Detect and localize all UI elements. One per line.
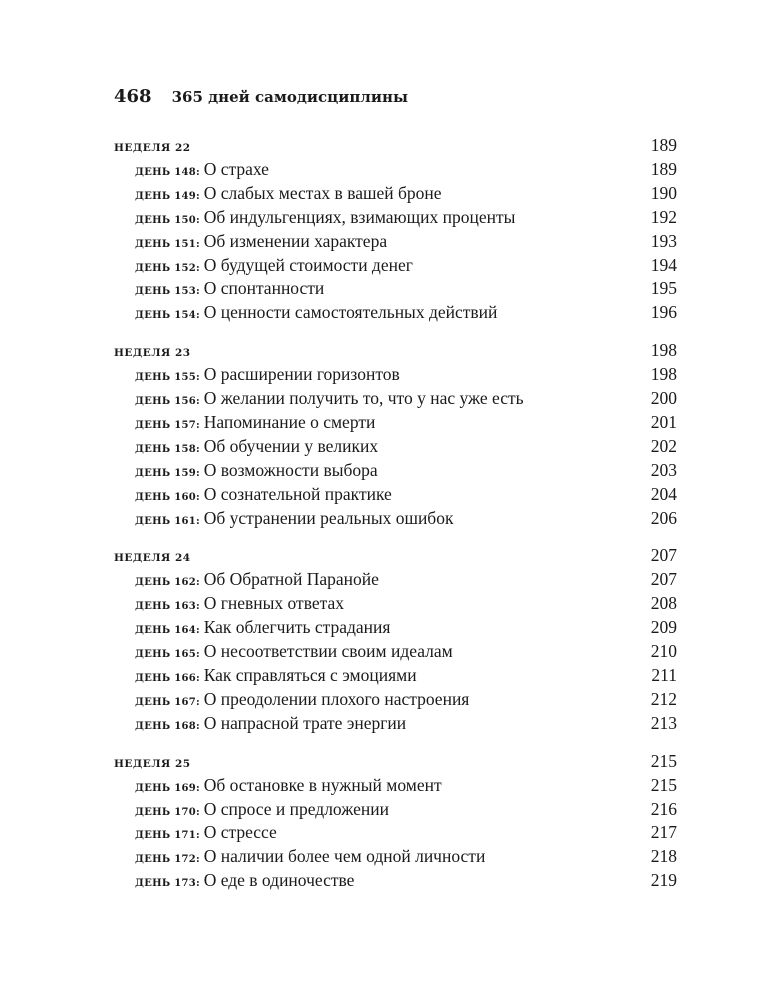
day-page-number: 217 bbox=[650, 822, 677, 843]
day-separator: : bbox=[195, 443, 200, 455]
day-label: ДЕНЬ 152 bbox=[135, 262, 196, 274]
toc-entry[interactable] bbox=[114, 592, 677, 616]
day-title: О еде в одиночестве bbox=[203, 870, 355, 891]
day-page-number: 196 bbox=[650, 302, 677, 323]
toc-entry-text bbox=[135, 568, 379, 595]
day-page-number: 215 bbox=[650, 774, 677, 795]
toc-entry[interactable] bbox=[114, 206, 677, 230]
toc-entry[interactable] bbox=[114, 712, 677, 736]
day-separator: : bbox=[195, 720, 200, 732]
day-title: О преодолении плохого настроения bbox=[203, 688, 470, 709]
day-label: ДЕНЬ 155 bbox=[135, 372, 196, 384]
toc-entry-text bbox=[135, 798, 389, 825]
day-label: ДЕНЬ 157 bbox=[135, 420, 196, 432]
week-heading-row[interactable] bbox=[114, 542, 677, 568]
day-separator: : bbox=[195, 577, 200, 589]
day-separator: : bbox=[195, 262, 200, 274]
toc-entry-text bbox=[135, 182, 442, 209]
day-separator: : bbox=[195, 467, 200, 479]
day-label: ДЕНЬ 154 bbox=[135, 310, 196, 322]
toc-entry-text bbox=[135, 664, 417, 691]
toc-entry[interactable] bbox=[114, 616, 677, 640]
day-title: Как облегчить страдания bbox=[203, 617, 391, 638]
day-label: ДЕНЬ 153 bbox=[135, 286, 196, 298]
toc-entry[interactable] bbox=[114, 845, 677, 869]
toc-entry[interactable] bbox=[114, 798, 677, 822]
week-label: НЕДЕЛЯ 25 bbox=[114, 757, 191, 770]
day-separator: : bbox=[195, 286, 200, 298]
day-title: О спонтанности bbox=[203, 278, 325, 299]
day-title: О спросе и предложении bbox=[203, 798, 389, 819]
week-section bbox=[114, 337, 677, 530]
toc-entry-text bbox=[135, 640, 453, 667]
day-page-number: 219 bbox=[650, 870, 677, 891]
table-of-contents bbox=[114, 132, 677, 905]
week-page-number: 198 bbox=[650, 340, 677, 361]
day-title: Об индульгенциях, взимающих проценты bbox=[203, 206, 516, 227]
day-separator: : bbox=[195, 190, 200, 202]
toc-entry[interactable] bbox=[114, 182, 677, 206]
toc-entry[interactable] bbox=[114, 230, 677, 254]
day-page-number: 210 bbox=[650, 641, 677, 662]
day-page-number: 190 bbox=[650, 182, 677, 203]
day-title: О ценности самостоятельных действий bbox=[203, 302, 498, 323]
toc-entry-text bbox=[135, 869, 354, 896]
toc-entry-text bbox=[135, 712, 406, 739]
day-title: О наличии более чем одной личности bbox=[203, 846, 486, 867]
day-page-number: 193 bbox=[650, 230, 677, 251]
day-title: Как справляться с эмоциями bbox=[203, 665, 417, 686]
day-label: ДЕНЬ 166 bbox=[135, 673, 196, 685]
day-separator: : bbox=[195, 396, 200, 408]
day-label: ДЕНЬ 165 bbox=[135, 649, 196, 661]
day-label: ДЕНЬ 164 bbox=[135, 625, 196, 637]
week-label: НЕДЕЛЯ 22 bbox=[114, 142, 191, 154]
day-label: ДЕНЬ 162 bbox=[135, 577, 196, 589]
toc-entry[interactable] bbox=[114, 507, 677, 531]
day-page-number: 192 bbox=[650, 206, 677, 227]
day-page-number: 212 bbox=[650, 688, 677, 709]
day-label: ДЕНЬ 173 bbox=[135, 878, 196, 890]
day-title: О сознательной практике bbox=[203, 483, 392, 504]
toc-entry-text bbox=[135, 254, 413, 281]
week-heading-row[interactable] bbox=[114, 337, 677, 363]
day-label: ДЕНЬ 149 bbox=[135, 190, 196, 202]
toc-entry[interactable] bbox=[114, 688, 677, 712]
toc-entry-text bbox=[135, 158, 269, 185]
toc-entry-text bbox=[135, 277, 324, 304]
day-page-number: 194 bbox=[650, 254, 677, 275]
day-title: Об устранении реальных ошибок bbox=[203, 507, 454, 528]
toc-entry[interactable] bbox=[114, 640, 677, 664]
day-separator: : bbox=[195, 830, 200, 842]
day-separator: : bbox=[195, 214, 200, 226]
day-separator: : bbox=[195, 167, 200, 178]
page-number: 468 bbox=[114, 86, 152, 107]
day-label: ДЕНЬ 170 bbox=[135, 806, 196, 818]
week-heading-row[interactable] bbox=[114, 748, 677, 774]
toc-entry[interactable] bbox=[114, 411, 677, 435]
toc-entry[interactable] bbox=[114, 483, 677, 507]
week-section bbox=[114, 542, 677, 735]
day-separator: : bbox=[195, 601, 200, 613]
day-label: ДЕНЬ 148 bbox=[135, 167, 196, 178]
toc-entry-text bbox=[135, 821, 277, 848]
toc-entry-text bbox=[135, 435, 378, 462]
toc-entry-text bbox=[135, 507, 453, 534]
day-title: О расширении горизонтов bbox=[203, 364, 400, 385]
day-page-number: 213 bbox=[650, 712, 677, 733]
week-section bbox=[114, 132, 677, 325]
toc-entry[interactable] bbox=[114, 568, 677, 592]
day-separator: : bbox=[195, 515, 200, 527]
day-title: О несоответствии своим идеалам bbox=[203, 641, 453, 662]
day-title: О напрасной трате энергии bbox=[203, 712, 407, 733]
day-page-number: 206 bbox=[650, 507, 677, 528]
day-title: О гневных ответах bbox=[203, 593, 344, 614]
day-separator: : bbox=[195, 420, 200, 432]
day-page-number: 201 bbox=[650, 412, 677, 433]
day-label: ДЕНЬ 159 bbox=[135, 467, 196, 479]
day-page-number: 203 bbox=[650, 459, 677, 480]
toc-entry[interactable] bbox=[114, 664, 677, 688]
day-title: Об остановке в нужный момент bbox=[203, 774, 442, 795]
day-title: О слабых местах в вашей броне bbox=[203, 182, 442, 203]
day-title: О страхе bbox=[203, 159, 269, 179]
day-page-number: 218 bbox=[650, 846, 677, 867]
day-page-number: 208 bbox=[650, 593, 677, 614]
day-separator: : bbox=[195, 238, 200, 250]
day-title: Об изменении характера bbox=[203, 230, 388, 251]
day-page-number: 198 bbox=[650, 364, 677, 385]
day-page-number: 207 bbox=[650, 569, 677, 590]
day-label: ДЕНЬ 160 bbox=[135, 491, 196, 503]
day-title: О будущей стоимости денег bbox=[203, 254, 413, 275]
day-separator: : bbox=[195, 696, 200, 708]
week-page-number: 215 bbox=[650, 750, 677, 771]
day-separator: : bbox=[195, 649, 200, 661]
toc-entry[interactable] bbox=[114, 301, 677, 325]
day-title: Об Обратной Паранойе bbox=[203, 569, 379, 590]
day-separator: : bbox=[195, 310, 200, 322]
week-label: НЕДЕЛЯ 23 bbox=[114, 347, 191, 360]
toc-entry[interactable] bbox=[114, 821, 677, 845]
toc-entry[interactable] bbox=[114, 363, 677, 387]
day-separator: : bbox=[195, 625, 200, 637]
day-label: ДЕНЬ 167 bbox=[135, 696, 196, 708]
day-label: ДЕНЬ 169 bbox=[135, 782, 196, 794]
toc-entry-text bbox=[135, 774, 442, 801]
day-label: ДЕНЬ 168 bbox=[135, 720, 196, 732]
day-title: Об обучении у великих bbox=[203, 435, 379, 456]
toc-entry[interactable] bbox=[114, 774, 677, 798]
toc-entry[interactable] bbox=[114, 869, 677, 893]
week-heading-row[interactable] bbox=[114, 132, 677, 158]
toc-entry-text bbox=[135, 301, 497, 328]
day-page-number: 200 bbox=[650, 388, 677, 409]
toc-entry-text bbox=[135, 363, 400, 390]
day-page-number: 189 bbox=[650, 159, 677, 179]
day-page-number: 204 bbox=[650, 483, 677, 504]
week-page-number: 207 bbox=[650, 545, 677, 566]
day-page-number: 195 bbox=[650, 278, 677, 299]
toc-entry-text bbox=[135, 592, 344, 619]
day-page-number: 211 bbox=[651, 665, 677, 686]
week-label: НЕДЕЛЯ 24 bbox=[114, 552, 191, 565]
day-label: ДЕНЬ 151 bbox=[135, 238, 196, 250]
toc-entry-text bbox=[135, 387, 524, 414]
week-page-number: 189 bbox=[650, 135, 677, 155]
toc-entry-text bbox=[135, 459, 378, 486]
toc-entry[interactable] bbox=[114, 158, 677, 182]
toc-entry[interactable] bbox=[114, 254, 677, 278]
toc-entry-text bbox=[135, 206, 515, 233]
toc-entry-text bbox=[135, 411, 375, 438]
day-label: ДЕНЬ 158 bbox=[135, 443, 196, 455]
day-title: О возможности выбора bbox=[203, 459, 378, 480]
book-title: 365 дней самодисциплины bbox=[171, 88, 409, 106]
day-label: ДЕНЬ 163 bbox=[135, 601, 196, 613]
day-label: ДЕНЬ 156 bbox=[135, 396, 196, 408]
day-separator: : bbox=[195, 372, 200, 384]
day-separator: : bbox=[195, 782, 200, 794]
day-page-number: 209 bbox=[650, 617, 677, 638]
day-label: ДЕНЬ 172 bbox=[135, 854, 196, 866]
day-separator: : bbox=[195, 806, 200, 818]
toc-entry[interactable] bbox=[114, 435, 677, 459]
day-title: О желании получить то, что у нас уже есть bbox=[203, 388, 524, 409]
toc-entry-text bbox=[135, 616, 390, 643]
day-separator: : bbox=[195, 854, 200, 866]
toc-entry[interactable] bbox=[114, 459, 677, 483]
day-separator: : bbox=[195, 673, 200, 685]
day-separator: : bbox=[195, 491, 200, 503]
day-title: О стрессе bbox=[203, 822, 277, 843]
running-head bbox=[114, 86, 408, 107]
toc-entry-text bbox=[135, 230, 387, 257]
toc-entry-text bbox=[135, 483, 392, 510]
toc-entry[interactable] bbox=[114, 277, 677, 301]
week-section bbox=[114, 748, 677, 893]
day-title: Напоминание о смерти bbox=[203, 412, 376, 433]
day-page-number: 202 bbox=[650, 435, 677, 456]
day-label: ДЕНЬ 171 bbox=[135, 830, 196, 842]
toc-entry-text bbox=[135, 845, 485, 872]
toc-entry-text bbox=[135, 688, 469, 715]
day-label: ДЕНЬ 150 bbox=[135, 214, 196, 226]
day-label: ДЕНЬ 161 bbox=[135, 515, 196, 527]
day-page-number: 216 bbox=[650, 798, 677, 819]
day-separator: : bbox=[195, 878, 200, 890]
toc-entry[interactable] bbox=[114, 387, 677, 411]
